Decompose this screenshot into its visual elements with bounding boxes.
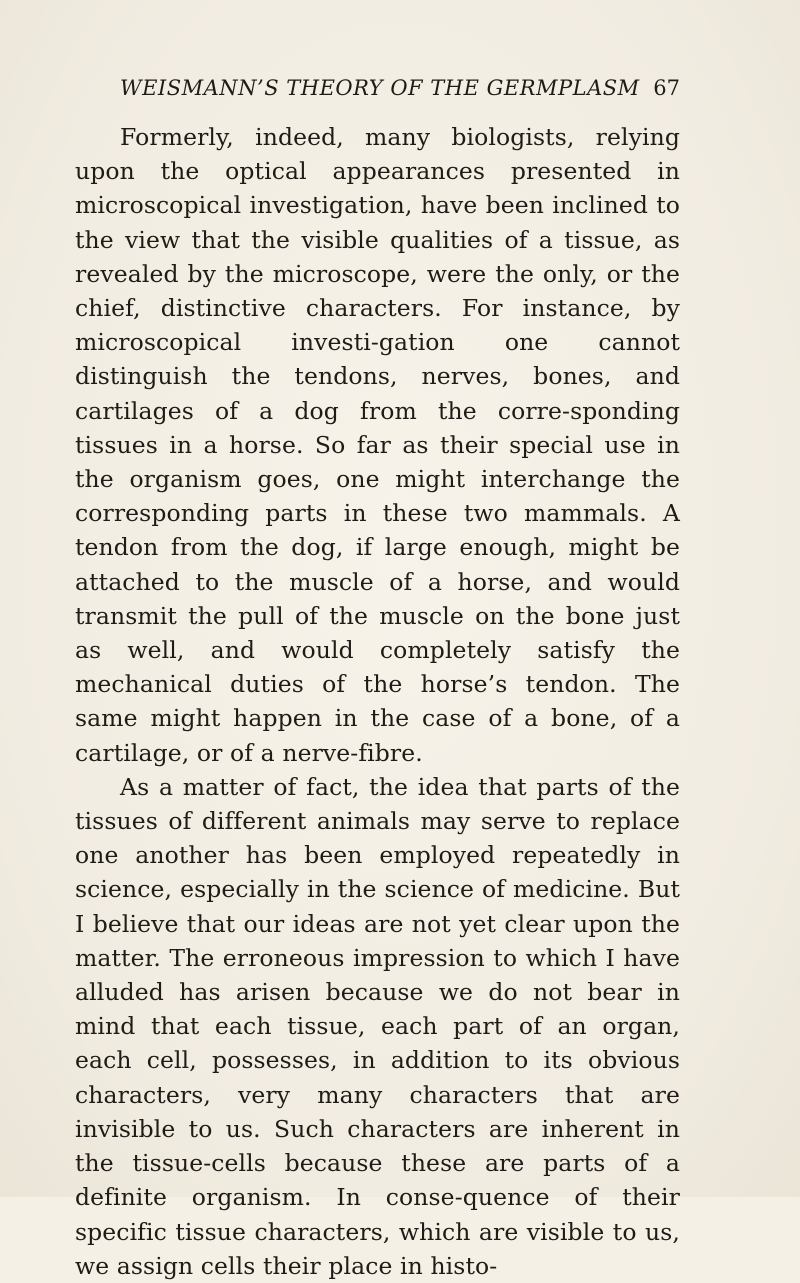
running-title: WEISMANN’S THEORY OF THE GERMPLASM [120, 76, 640, 100]
body-text [75, 120, 680, 1283]
paragraph: As a matter of fact, the idea that parts of the tissues of different animals may serve to replace one another has been employed repeatedly in science, especially in the science of medicine. But I believe that our ideas are not yet clear upon the matter. The erroneous impression to which I have alluded has arisen because we do not bear in mind that each tissue, each part of an organ, each cell, possesses, in addition to its obvious characters, very many characters that are invisible to us. Such characters are inherent in the tissue-cells because these are parts of a definite organism. In conse-quence of their specific tissue characters, which are visible to us, we assign cells their place in histo- [75, 772, 680, 1280]
page-number: 67 [653, 76, 680, 100]
page-header [120, 70, 680, 106]
paragraph: Formerly, indeed, many biologists, relying upon the optical appearances presented in microscopical investigation, have been inclined to the view that the visible qualities of a tissue, as revealed by the microscope, were the only, or the chief, distinctive characters. For instance, by microscopical investi-gation one cannot distinguish the tendons, nerves, bones, and cartilages of a dog from the corre-sponding tissues in a horse. So far as their special use in the organism goes, one might interchange the corresponding parts in these two mammals. A tendon from the dog, if large enough, might be attached to the muscle of a horse, and would transmit the pull of the muscle on the bone just as well, and would completely satisfy the mechanical duties of the horse’s tendon. The same might happen in the case of a bone, of a cartilage, or of a nerve-fibre. [75, 123, 680, 767]
